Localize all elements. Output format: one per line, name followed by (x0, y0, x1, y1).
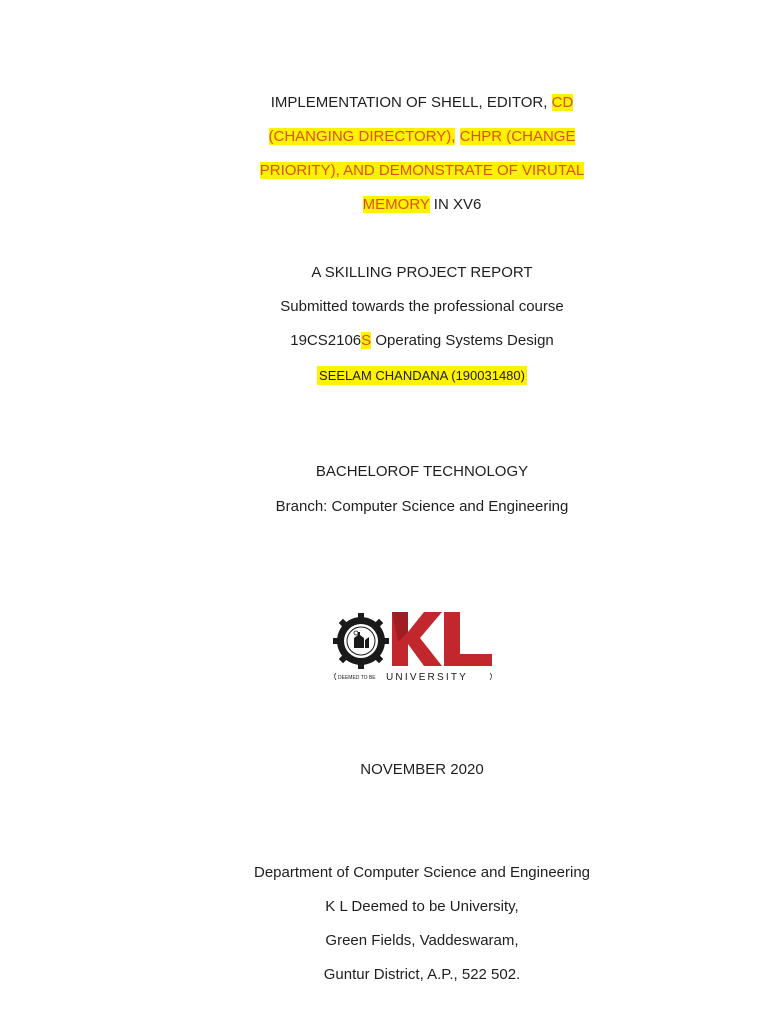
title-highlight: CD (551, 94, 574, 111)
logo-deemed-text: DEEMED TO BE (338, 675, 376, 681)
title-highlight: PRIORITY), AND DEMONSTRATE OF VIRUTAL (259, 162, 585, 179)
course-name: Operating Systems Design (371, 332, 554, 349)
course-line (0, 330, 768, 352)
report-type: A SKILLING PROJECT REPORT (311, 264, 533, 281)
address-university: K L Deemed to be University, (325, 898, 519, 915)
degree-branch: Branch: Computer Science and Engineering (275, 498, 569, 515)
kl-university-logo (332, 608, 498, 684)
gear-seal-icon (333, 613, 389, 669)
logo-university-text: UNIVERSITY (386, 672, 469, 683)
title-line-1 (0, 92, 768, 114)
title-text: IN XV6 (429, 196, 482, 213)
title-line-3 (0, 160, 768, 182)
report-date: NOVEMBER 2020 (360, 761, 484, 778)
title-line-2 (0, 126, 768, 148)
kl-letters (392, 612, 492, 666)
course-code: 19CS2106 (290, 332, 362, 349)
title-highlight: (CHANGING DIRECTORY), (268, 128, 456, 145)
address-district: Guntur District, A.P., 522 502. (323, 966, 521, 983)
address-dept: Department of Computer Science and Engineering (253, 864, 591, 881)
student-line (0, 365, 768, 387)
title-line-4 (0, 194, 768, 216)
course-code-suffix: S (361, 332, 372, 349)
title-highlight: CHPR (CHANGE (459, 128, 576, 145)
submitted-line: Submitted towards the professional course (280, 298, 564, 315)
address-street: Green Fields, Vaddeswaram, (325, 932, 519, 949)
degree-name: BACHELOROF TECHNOLOGY (315, 463, 529, 480)
student-name: SEELAM CHANDANA (190031480) (319, 368, 525, 383)
title-highlight: MEMORY (362, 196, 430, 213)
title-text: IMPLEMENTATION OF SHELL, EDITOR, (270, 94, 552, 111)
